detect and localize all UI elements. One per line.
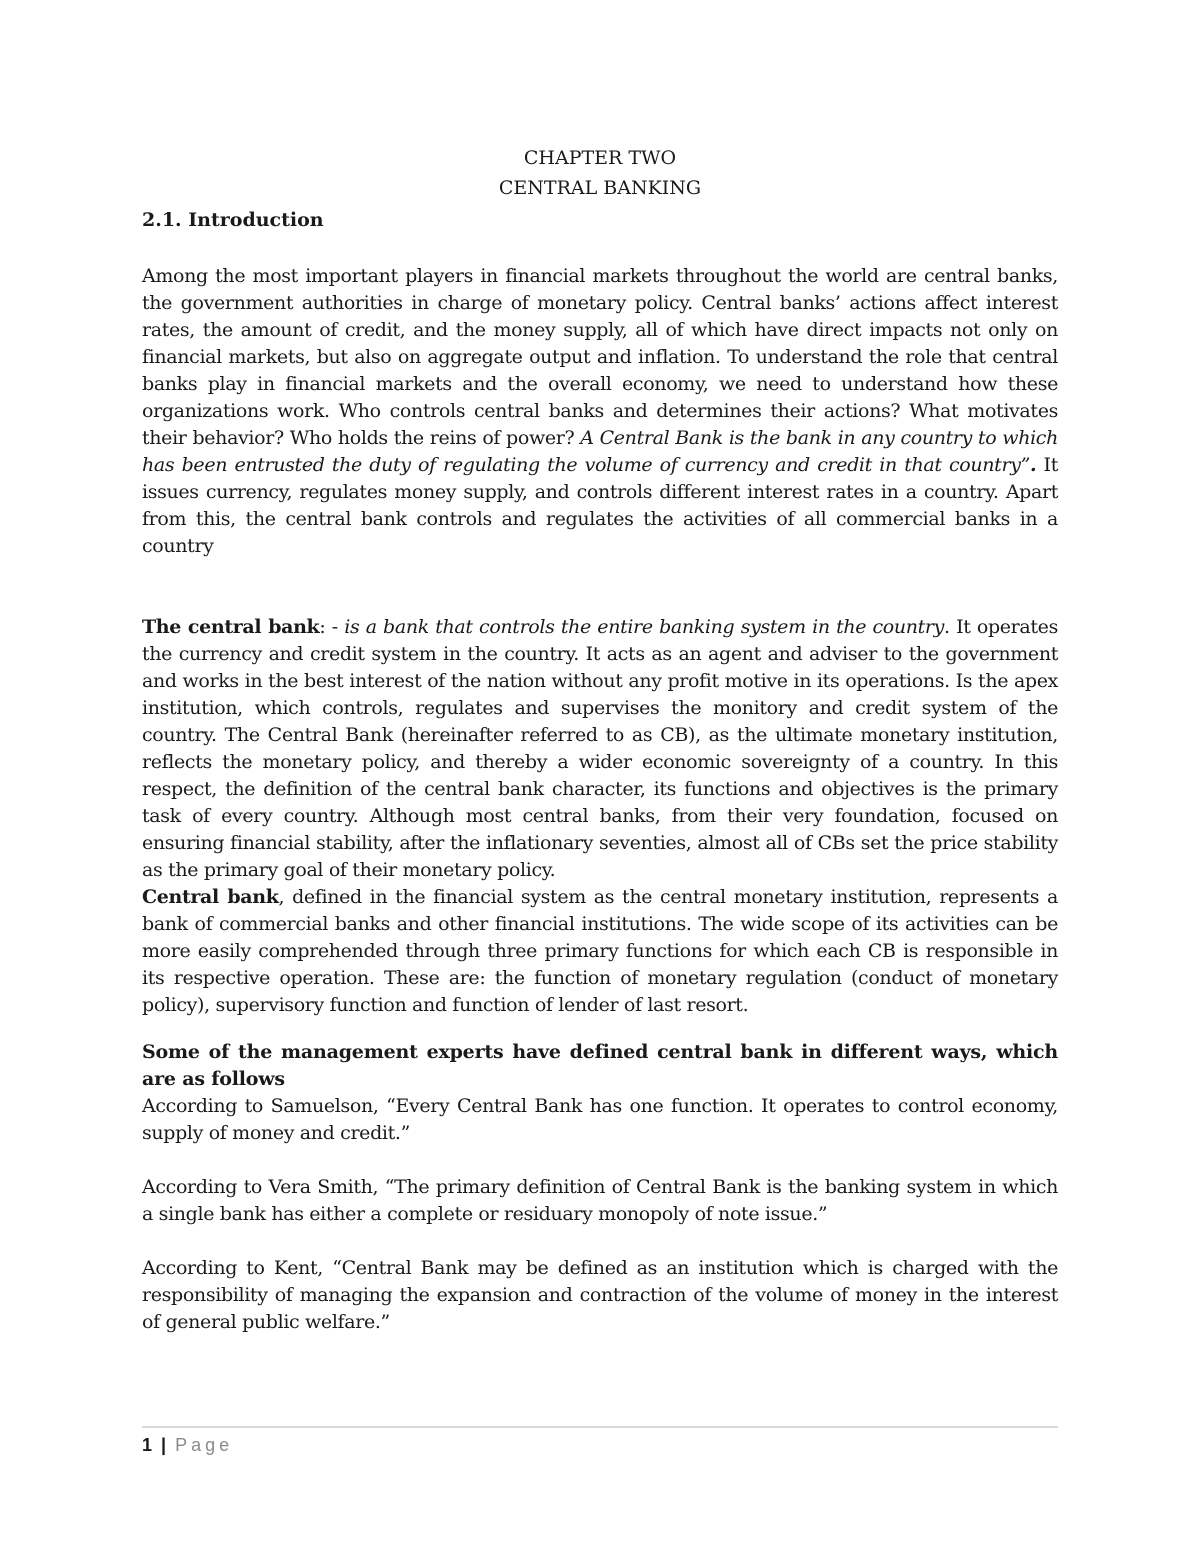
page-label: Page: [175, 1435, 234, 1455]
chapter-title: CHAPTER TWO: [523, 147, 677, 169]
page-content: [142, 143, 1058, 1336]
central-bank-term: The central bank: [142, 616, 320, 638]
quote-vera-smith: According to Vera Smith, “The primary definition of Central Bank is the banking system in which a single bank has either a complete or residuary monopoly of note issue.”: [142, 1176, 1058, 1225]
intro-definition-end: .: [1029, 454, 1037, 476]
quote-kent: According to Kent, “Central Bank may be defined as an institution which is charged with the responsibility of managing the expansion and contraction of the volume of money in the interest of general public welfare.”: [142, 1257, 1058, 1333]
intro-paragraph: [142, 263, 1058, 560]
central-bank-paragraph-2: [142, 884, 1058, 1019]
central-bank-text: . It operates the currency and credit system in the country. It acts as an agent and adviser to the government and works in the best interest of the nation without any profit motive in its operations. Is the apex institution, which controls, regulates and supervises the monitory and credit system of the country. The Central Bank (hereinafter referred to as CB), as the ultimate monetary institution, reflects the monetary policy, and thereby a wider economic sovereignty of a country. In this respect, the definition of the central bank character, its functions and objectives is the primary task of every country. Although most central banks, from their very foundation, focused on ensuring financial stability, after the inflationary seventies, almost all of CBs set the price stability as the primary goal of their monetary policy.: [142, 616, 1058, 881]
intro-text-after: It issues currency, regulates money supply, and controls different interest rates in a country. Apart from this, the central bank controls and regulates the activities of all commercial banks in a country: [142, 454, 1058, 557]
intro-definition: A Central Bank is the bank in any country to which has been entrusted the duty of regulating the volume of currency and credit in that country”: [142, 427, 1058, 476]
central-bank-definition: is a bank that controls the entire banking system in the country: [344, 616, 945, 638]
page-footer: [142, 1432, 233, 1458]
central-bank-term-2: Central bank: [142, 886, 279, 908]
central-bank-paragraph: [142, 614, 1058, 884]
section-heading: 2.1. Introduction: [142, 209, 324, 231]
footer-divider: [142, 1426, 1058, 1428]
page-number: 1: [142, 1435, 153, 1455]
central-bank-text-2: , defined in the financial system as the central monetary institution, represents a bank of commercial banks and other financial institutions. The wide scope of its activities can be more easily comprehended through three primary functions for which each CB is responsible in its respective operation. These are: the function of monetary regulation (conduct of monetary policy), supervisory function and function of lender of last resort.: [142, 886, 1058, 1016]
intro-text: Among the most important players in financial markets throughout the world are central banks, the government authorities in charge of monetary policy. Central banks’ actions affect interest rates, the amount of credit, and the money supply, all of which have direct impacts not only on financial markets, but also on aggregate output and inflation. To understand the role that central banks play in financial markets and the overall economy, we need to understand how these organizations work. Who controls central banks and determines their actions? What motivates their behavior? Who holds the reins of power?: [142, 265, 1058, 449]
chapter-subtitle: CENTRAL BANKING: [498, 177, 702, 199]
experts-heading: Some of the management experts have defined central bank in different ways, which are as follows: [142, 1041, 1058, 1090]
quote-samuelson: According to Samuelson, “Every Central Bank has one function. It operates to control economy, supply of money and credit.”: [142, 1095, 1058, 1144]
footer-separator: |: [161, 1435, 167, 1455]
central-bank-dash: : -: [319, 616, 345, 638]
